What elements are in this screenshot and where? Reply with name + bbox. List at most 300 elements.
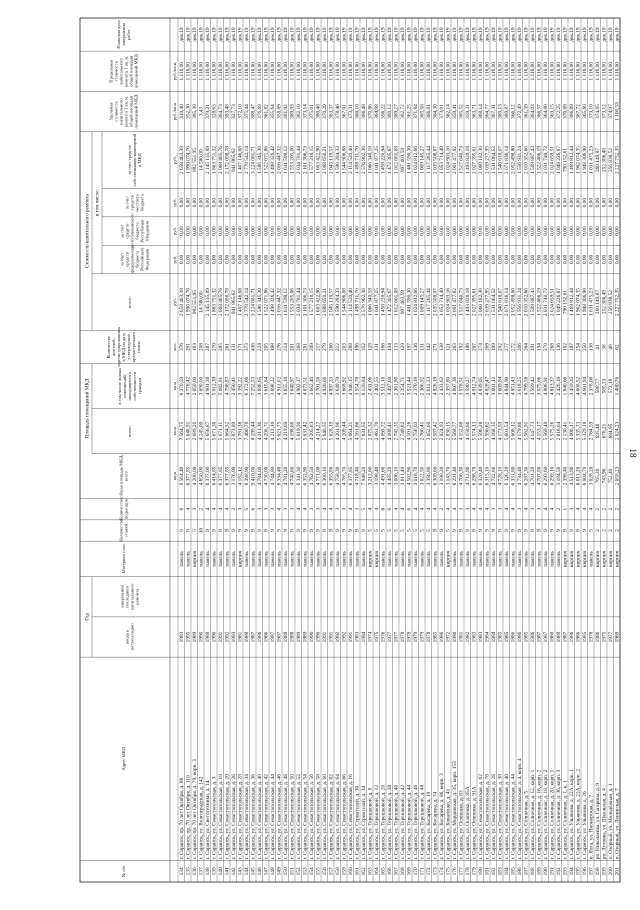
cell-n: 140 [217, 867, 224, 876]
cell-fl: 9 [237, 529, 244, 532]
cell-co: 2 658 463,38 [178, 146, 185, 175]
cell-uc: 371,84 [412, 104, 419, 119]
cell-mat: панель [588, 551, 595, 567]
cell-uc: 364,30 [432, 104, 439, 119]
cell-year: 1987 [269, 631, 276, 643]
cell-cl: 0,00 [282, 197, 289, 208]
cell-ar: 3 698,22 [269, 376, 276, 396]
cell-ent: 2 [601, 507, 608, 511]
cell-res: 198 [269, 343, 276, 352]
cell-at: 4 701,20 [529, 466, 536, 486]
cell-cl: 0,00 [393, 197, 400, 208]
cell-n: 187 [523, 867, 530, 876]
cell-uc: 367,31 [490, 104, 497, 119]
cell-mat: панель [250, 551, 257, 567]
cell-mat: панель [282, 551, 289, 567]
table-row [601, 27, 607, 875]
cell-cr: 0,00 [510, 226, 517, 236]
cell-res: 131 [419, 343, 426, 352]
table-row [379, 27, 386, 875]
cell-ct: 1 586 345,30 [256, 288, 263, 317]
cell-cr: 0,00 [211, 226, 218, 236]
cell-res: 38 [601, 344, 608, 350]
table-row [399, 27, 406, 875]
cell-fl: 9 [276, 529, 283, 532]
cell-aa: 5 329,18 [581, 421, 588, 441]
table-row [536, 27, 542, 875]
cell-ar: 2 402,55 [373, 376, 380, 396]
cell-uc: 3,43 [198, 106, 205, 117]
cell-res: 194 [386, 343, 393, 352]
cell-uc: 372,10 [237, 104, 244, 119]
cell-ar: 2 354,71 [399, 376, 406, 396]
unit-label: руб./кв.м [172, 102, 177, 121]
cell-year: 1986 [594, 631, 601, 643]
cell-ar: 3 686,65 [256, 376, 263, 396]
cell-fl: 9 [516, 529, 523, 532]
cell-uc: 355,64 [269, 104, 276, 119]
cell-aa: 4 213,10 [269, 421, 276, 441]
table-row [237, 27, 243, 875]
cell-cl: 0,00 [263, 197, 270, 208]
cell-ct: 1 117 265,44 [425, 288, 432, 316]
table-row [575, 27, 581, 875]
cell-co: 2 045 118,57 [328, 146, 335, 174]
cell-ar: 4 851,43 [510, 376, 517, 396]
cell-ent: 4 [399, 507, 406, 511]
cell-cr: 0,00 [185, 226, 192, 236]
cell-ct: 1 948 306,90 [581, 288, 588, 317]
cell-addr: г. Саранск, ул. Терешковой, д. 42 [399, 784, 406, 860]
cell-co: 2 088 650,21 [321, 146, 328, 175]
cell-n: 147 [263, 867, 270, 876]
cell-aa: 4 198,66 [289, 421, 296, 441]
cell-cr: 0,00 [250, 226, 257, 236]
cell-at: 4 781,20 [282, 466, 289, 486]
cell-mx: 1 116,00 [269, 62, 276, 81]
cell-ar: 4 920,66 [321, 376, 328, 396]
cell-co: 252 306,48 [601, 148, 608, 173]
cell-uc: 365,52 [458, 104, 465, 119]
cell-ar: 3 618,25 [516, 376, 523, 396]
cell-cl: 0,00 [575, 197, 582, 208]
cell-res: 194 [536, 343, 543, 352]
cell-ct: 1 049 226,87 [555, 288, 562, 317]
cell-cl: 0,00 [523, 197, 530, 208]
cell-mat: панель [438, 551, 445, 567]
cell-at: 6 287,30 [523, 466, 530, 486]
cell-ar: 4 796,87 [224, 376, 231, 396]
cell-res: 62 [614, 344, 621, 350]
table-row [360, 27, 367, 875]
cell-mx: 1 116,00 [321, 62, 328, 81]
cell-aa: 5 596,28 [477, 421, 484, 441]
cell-fl: 9 [347, 529, 354, 532]
cell-ct: 1 540 618,07 [497, 288, 504, 317]
cell-ar: 1 480,76 [614, 376, 621, 396]
table-row [405, 27, 412, 875]
cell-aa: 4 088,41 [386, 421, 393, 441]
cell-addr: г. Саранск, ул. Терешковой, д. 8 [367, 787, 374, 860]
cell-addr: г. Саранск, ул. Светотехники, д. 14 [204, 780, 211, 860]
cell-mx: 1 116,00 [588, 62, 595, 81]
cell-mat: кирпич [562, 550, 569, 568]
cell-addr: г. Саранск, ул. Севастопольская, д. 44 [510, 774, 517, 860]
cell-co: 982 551,95 [191, 148, 198, 173]
cell-aa: 2 830,15 [445, 421, 452, 441]
cell-mx: 1 116,00 [419, 62, 426, 81]
cell-year: 1986 [568, 631, 575, 643]
cell-mat: панель [321, 551, 328, 567]
cell-cl: 0,00 [341, 197, 348, 208]
cell-year: 1974 [367, 631, 374, 643]
cell-cr: 0,00 [347, 226, 354, 236]
cell-res: 261 [224, 343, 231, 352]
cell-mat: панель [432, 551, 439, 567]
cell-aa: 5 640,55 [321, 421, 328, 441]
cell-cr: 0,00 [607, 226, 614, 236]
cell-addr: г. Саранск, ул. Севастопольская, д. 62 [328, 774, 335, 860]
cell-ar: 4 873,51 [302, 376, 309, 396]
cell-cl: 0,00 [334, 197, 341, 208]
cell-year: 1981 [458, 631, 465, 643]
cell-ar: 4 776,42 [185, 376, 192, 396]
cell-dl: дек.19 [490, 27, 497, 42]
cell-aa: 5 671,30 [211, 421, 218, 441]
cell-fl: 9 [250, 529, 257, 532]
cell-cr: 0,00 [354, 226, 361, 236]
table-row [418, 27, 425, 875]
cell-fl: 5 [412, 529, 419, 532]
cell-ent: 4 [484, 507, 491, 511]
cell-mat: панель [380, 551, 387, 567]
cell-cl: 0,00 [555, 197, 562, 208]
cell-cl: 0,00 [451, 197, 458, 208]
cell-aa: 4 209,44 [341, 421, 348, 441]
cell-ct: 1 603 422,90 [315, 288, 322, 317]
cell-dl: дек.19 [250, 27, 257, 42]
cell-fl: 9 [334, 529, 341, 532]
cell-ent: 4 [295, 507, 302, 511]
cell-addr: г. Саранск, ул. Ульянова, д. 26 [581, 791, 588, 860]
unit-label: руб. [172, 198, 177, 207]
cell-mx: 1 116,00 [523, 62, 530, 81]
cell-at: 3 018,70 [412, 466, 419, 486]
cell-ar: 3 590,27 [464, 376, 471, 396]
cell-mat: панель [230, 551, 237, 567]
cell-co: 1 458 220,94 [380, 146, 387, 175]
table-row [504, 27, 510, 875]
cell-addr: г. Саранск, ул. Севастопольская, д. 44 [269, 774, 276, 860]
cell-ar: 2 426,19 [555, 376, 562, 396]
cell-co: 1 577 218,15 [308, 146, 315, 175]
cell-year: 1975 [373, 631, 380, 643]
cell-uc: 366,12 [510, 104, 517, 119]
cell-n: 179 [471, 867, 478, 876]
cell-at: 8 398,90 [243, 466, 250, 486]
cell-uc: 380,48 [315, 104, 322, 119]
cell-ar: 3 497,60 [386, 376, 393, 396]
cell-ct: 2 068 465,76 [217, 288, 224, 317]
cell-co: 1 049 226,87 [555, 146, 562, 175]
header-max-cost: Предельнаястоимостькапитальногоремонта 1 кв. м.общей площадипомещений МКД [108, 54, 139, 89]
cell-addr: г. Саранск, ул. Севастопольская, д. 18 [217, 774, 224, 860]
cell-addr: г. Саранск, ул. Севастопольская, д. 54 [302, 774, 309, 860]
cell-mx: 1 116,00 [562, 62, 569, 81]
cell-year: 1985 [432, 631, 439, 643]
cell-at: 4 722,60 [490, 466, 497, 486]
cell-at: 4 200,00 [191, 466, 198, 486]
cell-ct: 1 009 145,27 [419, 288, 426, 317]
cell-co: 2 227 752,35 [614, 146, 621, 175]
table-row [392, 27, 399, 875]
cell-dl: дек.19 [321, 27, 328, 42]
cell-dl: дек.19 [185, 27, 192, 42]
cell-cr: 0,00 [490, 226, 497, 236]
cell-res: 142 [425, 343, 432, 352]
cell-cr: 0,00 [484, 226, 491, 236]
cell-mat: кирпич [237, 550, 244, 568]
cell-cr: 0,00 [419, 226, 426, 236]
cell-dl: дек.19 [549, 27, 556, 42]
cell-addr: г. Саранск, ул. Севастопольская, д. 38 [497, 774, 504, 860]
cell-ar: 4 902,17 [295, 376, 302, 396]
cell-cr: 0,00 [295, 226, 302, 236]
cell-cr: 0,00 [555, 226, 562, 236]
cell-fl: 9 [224, 529, 231, 532]
cell-dl: дек.19 [432, 27, 439, 42]
cell-ct: 790 152,61 [562, 290, 569, 315]
cell-mat: панель [354, 551, 361, 567]
cell-cf: 0,00 [523, 254, 530, 265]
cell-cl: 0,00 [328, 197, 335, 208]
cell-ar: 2 433,62 [438, 376, 445, 396]
cell-ent: 6 [406, 507, 413, 511]
cell-cf: 0,00 [386, 254, 393, 265]
cell-n: 138 [204, 867, 211, 876]
cell-uc: 362,14 [445, 104, 452, 119]
cell-res: 287 [204, 343, 211, 352]
cell-uc: 375,44 [243, 104, 250, 119]
cell-dl: дек.19 [529, 27, 536, 42]
cell-uc: 366,01 [425, 104, 432, 119]
cell-fl: 9 [308, 529, 315, 532]
cell-addr: г. Саранск, ул. Севастопольская, д. 64 [334, 774, 341, 860]
cell-ent: 3 [568, 507, 575, 511]
table-row [458, 27, 464, 875]
cell-cf: 0,00 [380, 254, 387, 265]
cell-mx: 1 116,00 [204, 62, 211, 81]
cell-res: 191 [529, 343, 536, 352]
cell-ct: 1 066 340,18 [367, 288, 374, 317]
cell-mat: панель [399, 551, 406, 567]
cell-co: 2 114 520,40 [347, 146, 354, 174]
cell-addr: г. Саранск, ул. Севастопольская, д. 50 [289, 774, 296, 860]
cell-co: 1 522 071,86 [263, 146, 270, 175]
cell-res: 224 [256, 343, 263, 352]
cell-res: 188 [380, 343, 387, 352]
cell-aa: 2 873,89 [230, 421, 237, 441]
cell-dl: дек.19 [503, 27, 510, 42]
cell-fl: 9 [438, 529, 445, 532]
cell-res: 250 [581, 343, 588, 352]
cell-mx: 1 116,00 [191, 62, 198, 81]
cell-n: 176 [451, 867, 458, 876]
cell-ent: 1 [562, 507, 569, 511]
cell-uc: 361,82 [263, 104, 270, 119]
cell-n: 171 [419, 867, 426, 876]
cell-ar: 3 655,18 [282, 376, 289, 396]
header-year-group: Год [84, 613, 91, 621]
cell-cl: 0,00 [230, 197, 237, 208]
cell-addr: г. Саранск, ул. Терешковой, д. 12 [373, 784, 380, 860]
cell-n: 163 [367, 867, 374, 876]
cell-addr: г. Саранск, ул. Севастопольская, д. 40 [256, 774, 263, 860]
cell-fl: 9 [178, 529, 185, 532]
cell-n: 156 [321, 867, 328, 876]
cell-ar: 3 392,22 [237, 376, 244, 396]
cell-year: 1991 [347, 631, 354, 643]
cell-ent: 3 [458, 507, 465, 511]
cell-co: 790 152,61 [562, 148, 569, 173]
cell-addr: г. Саранск, ул. Терешковой, д. 48 [419, 784, 426, 860]
cell-cf: 0,00 [204, 254, 211, 265]
cell-uc: 328,63 [211, 104, 218, 119]
cell-ar: 3 690,00 [198, 376, 205, 396]
unit-label: кв.м [172, 471, 177, 481]
cell-res: 376 [178, 343, 185, 352]
cell-uc: 369,13 [497, 104, 504, 119]
cell-ct: 2 071 836,14 [503, 288, 510, 317]
cell-at: 6 298,70 [471, 466, 478, 486]
cell-n: 149 [276, 867, 283, 876]
cell-cl: 0,00 [607, 197, 614, 208]
cell-ct: 2 101 306,73 [302, 288, 309, 317]
cell-ent: 4 [276, 507, 283, 511]
cell-mx: 1 116,00 [230, 62, 237, 81]
cell-at: 2 058,23 [614, 466, 621, 486]
table-row [484, 27, 490, 875]
cell-ar: 4 897,33 [328, 376, 335, 396]
cell-n: 134 [178, 867, 185, 876]
cell-year: 1969 [614, 631, 621, 643]
cell-cr: 0,00 [458, 226, 465, 236]
cell-mx: 1 116,00 [185, 62, 192, 81]
cell-dl: дек.19 [393, 27, 400, 42]
cell-co: 2 576 902,36 [360, 146, 367, 175]
cell-mat: панель [269, 551, 276, 567]
cell-mat: кирпич [614, 550, 621, 568]
cell-ar: 4 826,19 [432, 376, 439, 396]
cell-ent: 4 [373, 507, 380, 511]
table-row [178, 27, 185, 875]
cell-cf: 0,00 [536, 254, 543, 265]
cell-ent: 4 [575, 507, 582, 511]
cell-addr: г. Саранск, ул. Севастопольская, д. 48 [282, 774, 289, 860]
cell-fl: 2 [601, 529, 608, 532]
cell-year: 1988 [282, 631, 289, 643]
cell-res: 197 [406, 343, 413, 352]
cell-cr: 0,00 [393, 226, 400, 236]
cell-addr: рп. Николаевка, ул. Гагарина, д. 9 [594, 782, 601, 860]
cell-cr: 0,00 [204, 226, 211, 236]
table-row [302, 27, 308, 875]
cell-ct: 3 224 081,71 [250, 288, 257, 317]
cell-co: 1 024 812,66 [412, 146, 419, 175]
cell-uc: 365,38 [191, 104, 198, 119]
cell-at: 6 011,20 [575, 466, 582, 486]
cell-cl: 0,00 [568, 197, 575, 208]
cell-at: 8 564,40 [178, 466, 185, 486]
cell-n: 186 [516, 867, 523, 876]
cell-cl: 0,00 [510, 197, 517, 208]
cell-fl: 2 [607, 529, 614, 532]
cell-fl: 9 [230, 529, 237, 532]
cell-fl: 9 [256, 529, 263, 532]
cell-ct: 1 498 326,42 [269, 288, 276, 317]
cell-addr: г. Саранск, ул. Солнечная, д. 1, к. 1 [562, 780, 569, 860]
cell-aa: 5 568,77 [451, 421, 458, 441]
header-cost-group: Стоимость капитального ремонта [84, 193, 91, 269]
cell-mat: панель [458, 551, 465, 567]
cell-ent: 6 [178, 507, 185, 511]
cell-ct: 2 031 740,72 [542, 288, 549, 317]
cell-co: 1 990 074,76 [185, 146, 192, 175]
cell-cl: 0,00 [477, 197, 484, 208]
cell-ct: 1 493 820,18 [464, 288, 471, 317]
cell-ar: 2 397,80 [445, 376, 452, 396]
cell-dl: дек.19 [419, 27, 426, 42]
cell-ct: 2 114 520,40 [347, 288, 354, 316]
cell-uc: 369,93 [289, 104, 296, 119]
cell-mx: 1 116,00 [224, 62, 231, 81]
cell-fl: 9 [477, 529, 484, 532]
cell-co: 2 060 182,30 [477, 146, 484, 175]
cell-cf: 0,00 [484, 254, 491, 265]
cell-co: 1 031 475,23 [588, 146, 595, 175]
header-deadline: Плановая датазавершенияработ [115, 20, 132, 49]
cell-ct: 2 010 352,66 [523, 288, 530, 317]
cell-ent: 4 [581, 507, 588, 511]
cell-year: 1988 [549, 631, 556, 643]
cell-cl: 0,00 [471, 197, 478, 208]
cell-mat: панель [308, 551, 315, 567]
cell-year: 1984 [490, 631, 497, 643]
cell-dl: дек.19 [302, 27, 309, 42]
cell-ct: 1 522 406,19 [536, 288, 543, 317]
cell-cl: 0,00 [198, 197, 205, 208]
cell-ct: 2 034 781,44 [295, 288, 302, 317]
cell-mx: 1 116,00 [302, 62, 309, 81]
cell-at: 6 377,85 [217, 466, 224, 486]
cell-ct: 252 306,48 [601, 290, 608, 315]
cell-fl: 5 [373, 529, 380, 532]
cell-at: 4 707,80 [536, 466, 543, 486]
cell-res: 196 [354, 343, 361, 352]
cell-ent: 2 [594, 507, 601, 511]
cell-n: 178 [464, 867, 471, 876]
cell-ar: 3 649,70 [334, 376, 341, 396]
cell-co: 997 403,59 [399, 148, 406, 173]
cell-at: 3 212,60 [367, 466, 374, 486]
cell-mx: 1 116,00 [282, 62, 289, 81]
table-row [191, 27, 198, 875]
cell-co: 1 962 074,35 [575, 146, 582, 175]
table-row [366, 27, 373, 875]
cell-res: 268 [549, 343, 556, 352]
cell-cr: 0,00 [471, 226, 478, 236]
cell-dl: дек.19 [243, 27, 250, 42]
